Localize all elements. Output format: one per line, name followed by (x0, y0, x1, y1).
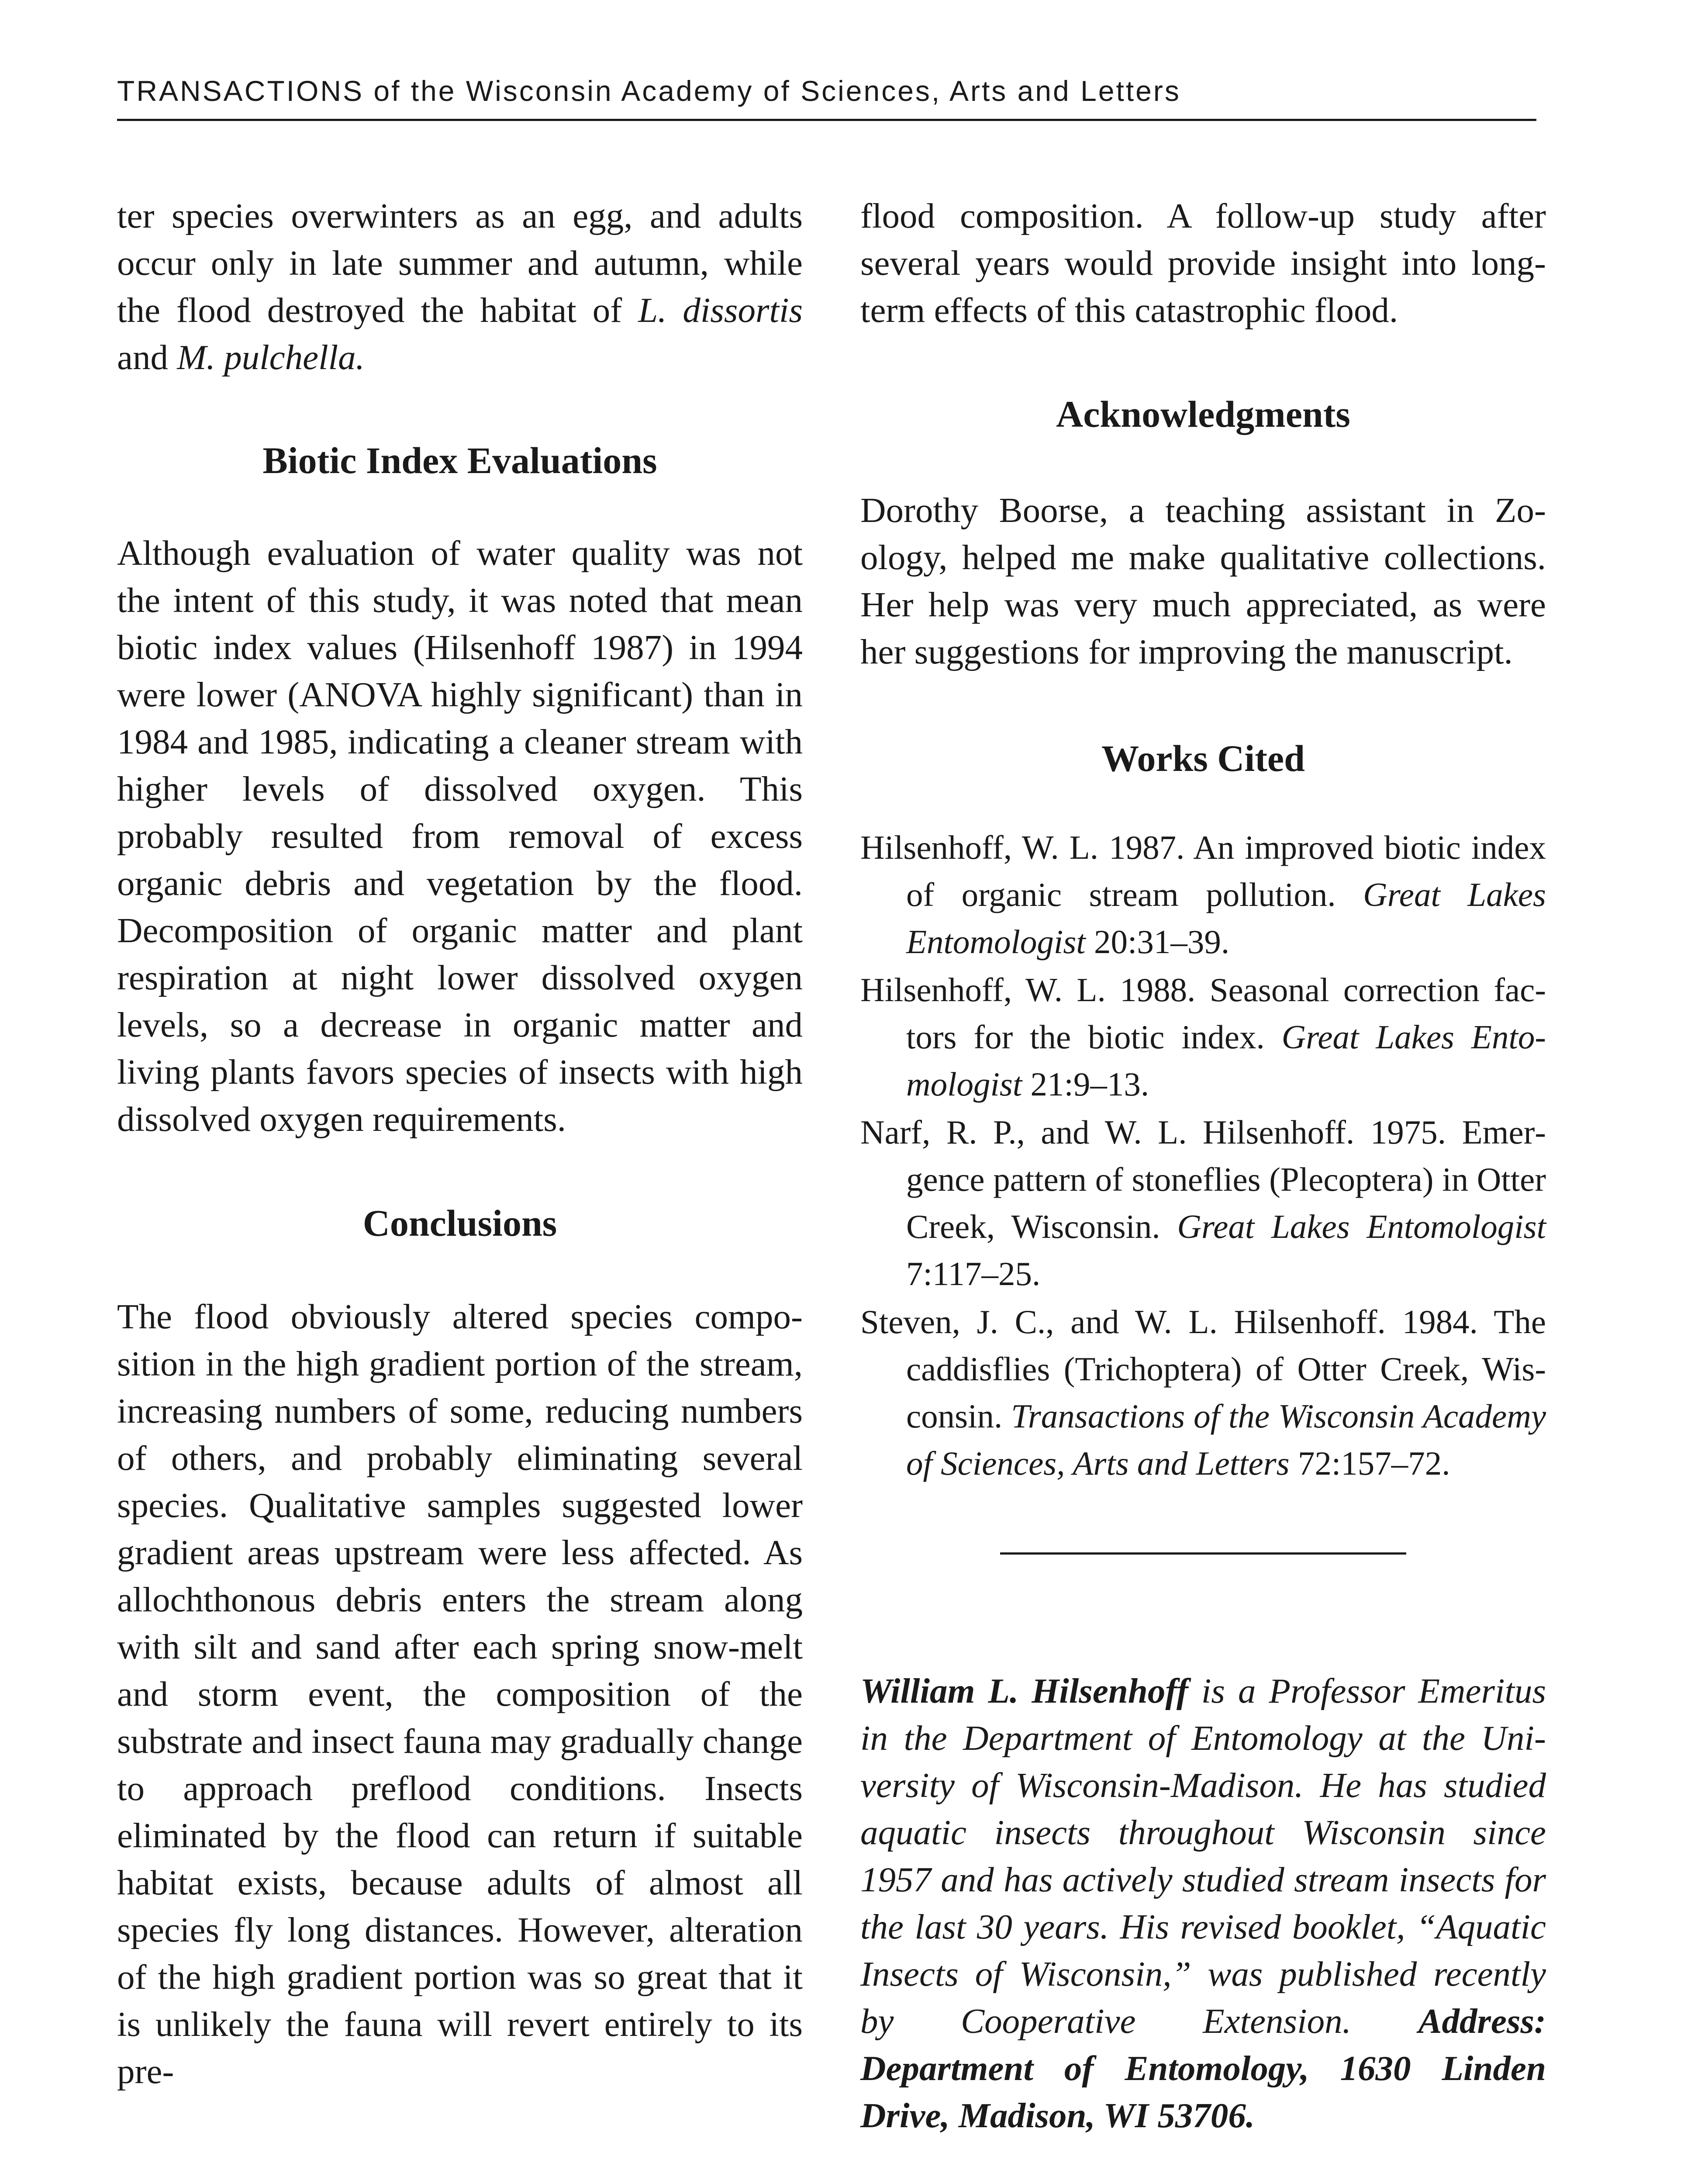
journal-title: Great Lakes Entomologist (1177, 1208, 1546, 1245)
acknowledgments-heading: Acknowledgments (1056, 393, 1350, 435)
journal-title: Great Lakes Entomologist (906, 876, 1546, 961)
intro-conjunction: and (117, 338, 168, 377)
author-bio (860, 1667, 1546, 2139)
species-name: L. dissortis (638, 290, 803, 330)
reference-item: Narf, R. P., and W. L. Hilsenhoff. 1975. Emergence pattern of stoneflies (Plecoptera) in Otter Creek, Wisconsin. Great Lakes Entomologist 7:117–25. (860, 1113, 1546, 1292)
author-name: William L. Hilsenhoff (860, 1671, 1188, 1711)
continuation-paragraph: flood composition. A follow-up study after several years would provide insight into long-term effects of this catastrophic flood. (860, 196, 1546, 330)
right-column (860, 192, 1546, 2139)
journal-title: Transactions of the Wisconsin Academy of Sciences, Arts and Letters (906, 1397, 1546, 1482)
reference-item: Hilsenhoff, W. L. 1988. Seasonal correction factors for the biotic index. Great Lakes Entomologist 21:9–13. (860, 971, 1546, 1103)
intro-text: ter species overwinters as an egg, and adults occur only in late summer and autumn, while the flood destroyed the habitat of (117, 196, 803, 330)
species-name: M. pulchella. (177, 338, 365, 377)
works-cited-heading: Works Cited (1101, 737, 1305, 779)
running-header: TRANSACTIONS of the Wisconsin Academy of Sciences, Arts and Letters (117, 75, 1181, 107)
acknowledgments-paragraph: Dorothy Boorse, a teaching assistant in Zoology, helped me make qualitative collections. Her help was very much appreciated, as were her suggestions for improving the manuscript. (860, 491, 1546, 671)
header-rule (117, 119, 1536, 121)
journal-title: Great Lakes Entomologist (906, 1018, 1546, 1103)
conclusions-heading: Conclusions (362, 1202, 557, 1244)
bio-text: is a Professor Emeritus in the Department of Entomology at the University of Wisconsin-Madison. He has studied aquatic insects throughout Wisconsin since 1957 and has actively studied stream insects for the last 30 years. His revised booklet, “Aquatic Insects of Wisconsin,” was published recently by Cooperative Extension. (860, 1671, 1546, 2041)
address-text: Department of Entomology, 1630 Linden Drive, Madison, WI 53706. (860, 2049, 1546, 2135)
conclusions-paragraph: The flood obviously altered species composition in the high gradient portion of the stream, increasing numbers of some, reducing numbers of others, and probably eliminating several species. Qualitative samples suggested lower gradient areas upstream were less affected. As allochthonous debris enters the stream along with silt and sand after each spring snow-melt and storm event, the composition of the substrate and insect fauna may gradually change to approach preflood conditions. Insects eliminated by the flood can return if suitable habitat exists, because adults of almost all species fly long distances. However, alteration of the high gradient portion was so great that it is unlikely the fauna will revert entirely to its pre- (117, 1297, 803, 2091)
left-column (117, 192, 803, 2095)
section-divider (1000, 1552, 1406, 1555)
reference-list (860, 824, 1546, 1487)
reference-item: Steven, J. C., and W. L. Hilsenhoff. 1984. The caddisflies (Trichoptera) of Otter Creek, Wisconsin. Transactions of the Wisconsin Academy of Sciences, Arts and Letters 72:157–72. (860, 1303, 1546, 1482)
reference-item: Hilsenhoff, W. L. 1987. An improved biotic index of organic stream pollution. Great Lakes Entomologist 20:31–39. (860, 829, 1546, 961)
biotic-paragraph: Although evaluation of water quality was not the intent of this study, it was noted that mean biotic index values (Hilsenhoff 1987) in 1994 were lower (ANOVA highly significant) than in 1984 and 1985, indicating a cleaner stream with higher levels of dissolved oxygen. This probably resulted from removal of excess organic debris and vegetation by the flood. Decomposition of organic matter and plant respiration at night lower dissolved oxygen levels, so a decrease in organic matter and living plants favors species of insects with high dissolved oxygen requirements. (117, 533, 803, 1139)
address-label: Address: (1418, 2001, 1546, 2041)
intro-paragraph (117, 192, 803, 381)
biotic-heading: Biotic Index Evaluations (262, 439, 657, 481)
